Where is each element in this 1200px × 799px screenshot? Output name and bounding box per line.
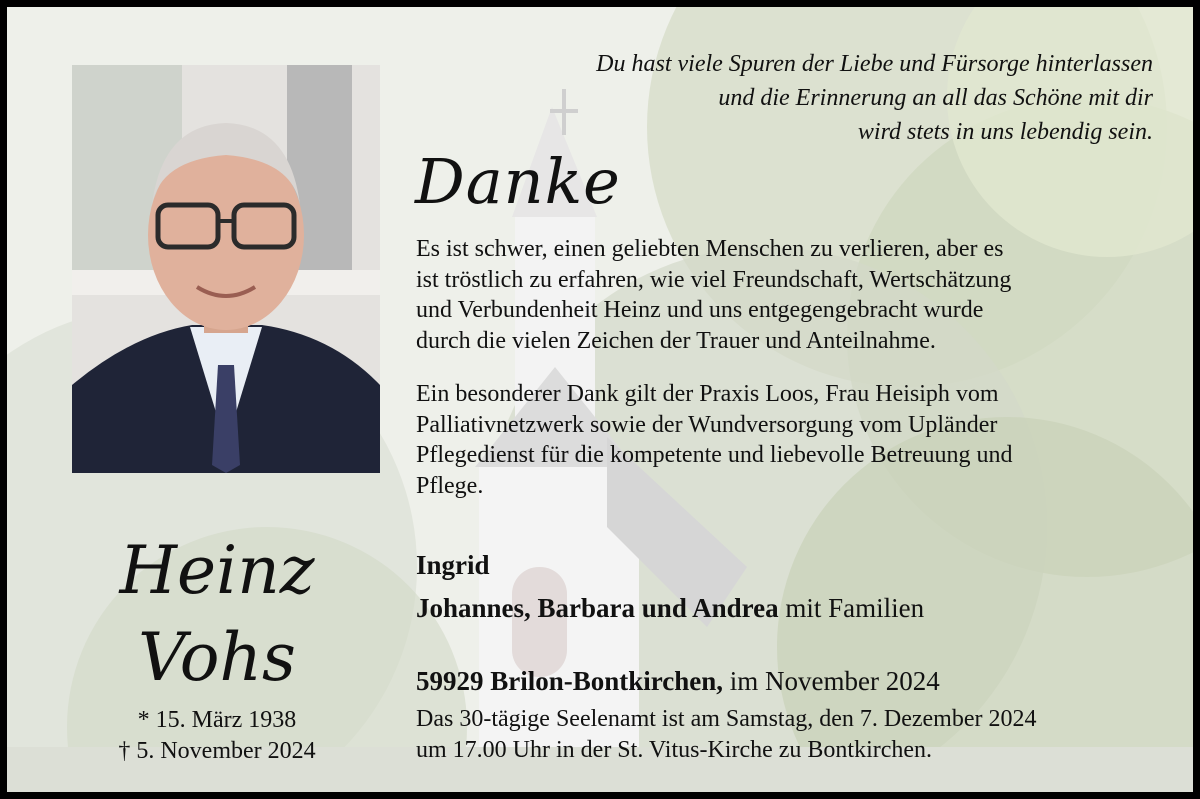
quote-line-3: wird stets in uns lebendig sein. (857, 119, 1153, 145)
thanks-paragraph-1 (416, 234, 1146, 356)
portrait-photo (72, 65, 380, 473)
paragraph-line: ist tröstlich zu erfahren, wie viel Freundschaft, Wertschätzung (416, 266, 1012, 293)
paragraph-line: Pflegedienst für die kompetente und liebevolle Betreuung und (416, 442, 1013, 468)
place-name: 59929 Brilon-Bontkirchen, (416, 666, 724, 696)
memorial-quote (453, 47, 1153, 149)
paragraph-line: Ein besonderer Dank gilt der Praxis Loos, Frau Heisiph vom (416, 381, 999, 407)
place-date-line (416, 664, 940, 698)
thanks-paragraph-2 (416, 379, 1146, 501)
signature-names: Johannes, Barbara und Andrea (416, 593, 779, 623)
signature-name: Ingrid (416, 550, 490, 580)
paragraph-line: durch die vielen Zeichen der Trauer und Anteilnahme. (416, 327, 936, 354)
deceased-first-name: Heinz (119, 532, 315, 609)
signature-children (416, 591, 924, 625)
date-text: im November 2024 (723, 666, 940, 696)
mass-notice-line-1: Das 30-tägige Seelenamt ist am Samstag, den 7. Dezember 2024 (416, 706, 1037, 732)
birth-date: * 15. März 1938 (137, 707, 297, 733)
quote-line-2: und die Erinnerung an all das Schöne mit dir (718, 85, 1153, 111)
quote-line-1: Du hast viele Spuren der Liebe und Fürsorge hinterlassen (596, 51, 1153, 77)
heading-danke: Danke (415, 145, 621, 218)
mass-notice (416, 704, 1037, 766)
life-dates (67, 705, 367, 767)
signature-ingrid (416, 548, 490, 582)
paragraph-line: und Verbundenheit Heinz und uns entgegengebracht wurde (416, 297, 984, 323)
signature-suffix: mit Familien (778, 593, 925, 623)
paragraph-line: Palliativnetzwerk sowie der Wundversorgung vom Upländer (416, 411, 998, 438)
paragraph-line: Es ist schwer, einen geliebten Menschen zu verlieren, aber es (416, 236, 1004, 262)
mass-notice-line-2: um 17.00 Uhr in der St. Vitus-Kirche zu Bontkirchen. (416, 737, 933, 763)
deceased-last-name: Vohs (138, 619, 296, 696)
paragraph-line: Pflege. (416, 472, 484, 499)
death-date: † 5. November 2024 (118, 738, 316, 764)
